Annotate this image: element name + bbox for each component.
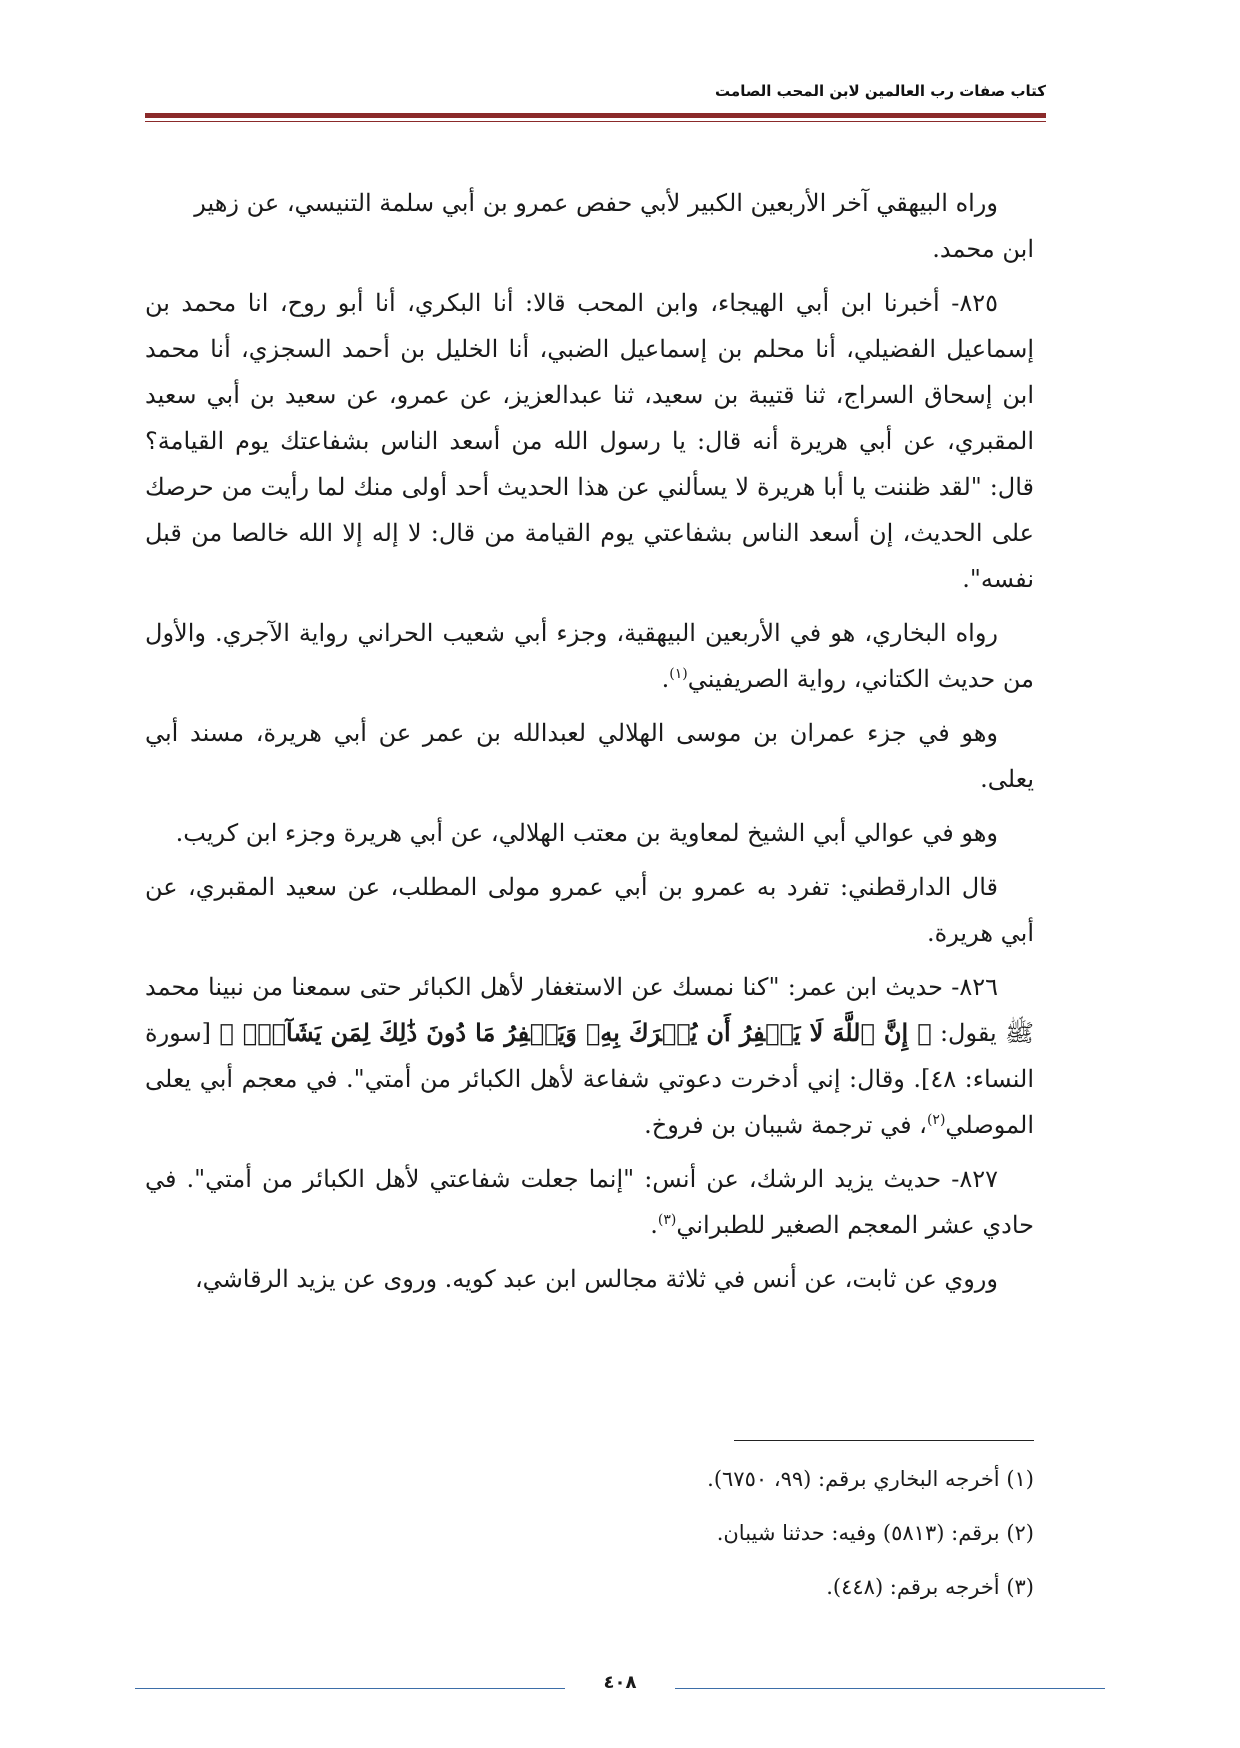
footnote-3: (٣) أخرجه برقم: (٤٤٨). — [826, 1575, 1034, 1599]
hadith-826-part-c: ، في ترجمة شيبان بن فروخ. — [644, 1111, 927, 1139]
page-number: ٤٠٨ — [603, 1672, 637, 1693]
footnote-ref-3[interactable]: (٣) — [657, 1212, 677, 1228]
running-header — [145, 78, 1046, 112]
header-divider-thick — [145, 113, 1046, 118]
paragraph-5: وهو في عوالي أبي الشيخ لمعاوية بن معتب الهلالي، عن أبي هريرة وجزء ابن كريب. — [175, 819, 998, 847]
footnotes — [145, 1452, 1034, 1614]
hadith-825: ٨٢٥- أخبرنا ابن أبي الهيجاء، وابن المحب قالا: أنا البكري، أنا أبو روح، انا محمد بن إسماعيل الفضيلي، أنا محلم بن إسماعيل الضبي، أنا الخليل بن أحمد السجزي، أنا محمد ابن إسحاق السراج، ثنا قتيبة بن سعيد، ثنا عبدالعزيز، عن عمرو، عن سعيد بن أبي سعيد المقبري، عن أبي هريرة أنه قال: يا رسول الله من أسعد الناس بشفاعتك يوم القيامة؟ قال: "لقد ظننت يا أبا هريرة لا يسألني عن هذا الحديث أحد أولى منك لما رأيت من حرصك على الحديث، إن أسعد الناس بشفاعتي يوم القيامة من قال: لا إله إلا الله خالصا من قبل نفسه". — [145, 289, 1035, 593]
footnote-ref-2[interactable]: (٢) — [926, 1112, 946, 1128]
paragraph-1-line-2: ابن محمد. — [932, 235, 1034, 263]
paragraph-1 — [145, 180, 1034, 272]
hadith-826-part-a: ٨٢٦- حديث ابن عمر: "كنا نمسك عن الاستغفار لأهل الكبائر حتى سمعنا من نبينا محمد ﷺ يقول: — [145, 973, 1034, 1047]
hadith-826-part-b: [سورة النساء: ٤٨]. وقال: إني أدخرت دعوتي شفاعة لأهل الكبائر من أمتي". في معجم أبي يعلى الموصلي — [145, 1019, 1034, 1139]
header-divider-thin — [145, 121, 1046, 122]
paragraph-3-end: . — [661, 665, 670, 693]
footnote-separator — [734, 1440, 1034, 1441]
hadith-827 — [145, 1156, 1034, 1248]
footnote-ref-1[interactable]: (١) — [669, 666, 688, 682]
book-title: كتاب صفات رب العالمين لابن المحب الصامت — [715, 82, 1046, 100]
main-text — [145, 180, 1034, 1310]
hadith-827-end: . — [650, 1211, 658, 1239]
paragraph-6: قال الدارقطني: تفرد به عمرو بن أبي عمرو مولى المطلب، عن سعيد المقبري، عن أبي هريرة. — [145, 873, 1034, 947]
footnote-2: (٢) برقم: (٥٨١٣) وفيه: حدثنا شيبان. — [716, 1521, 1034, 1545]
paragraph-9: وروي عن ثابت، عن أنس في ثلاثة مجالس ابن عبد كويه. وروى عن يزيد الرقاشي، — [194, 1265, 998, 1293]
paragraph-1-line-1: وراه البيهقي آخر الأربعين الكبير لأبي حفص عمرو بن أبي سلمة التنيسي، عن زهير — [194, 189, 998, 217]
hadith-827-text: ٨٢٧- حديث يزيد الرشك، عن أنس: "إنما جعلت شفاعتي لأهل الكبائر من أمتي". في حادي عشر المعجم الصغير للطبراني — [145, 1165, 1034, 1239]
hadith-826 — [145, 964, 1034, 1148]
footnote-1: (١) أخرجه البخاري برقم: (٩٩، ٦٧٥٠). — [707, 1467, 1034, 1491]
paragraph-3 — [145, 610, 1034, 702]
paragraph-4: وهو في جزء عمران بن موسى الهلالي لعبدالله بن عمر عن أبي هريرة، مسند أبي يعلى. — [145, 719, 1034, 793]
paragraph-3-text: رواه البخاري، هو في الأربعين البيهقية، وجزء أبي شعيب الحراني رواية الآجري. والأول من حديث الكتاني، رواية الصريفيني — [145, 619, 1034, 693]
quran-verse: ﴿ إِنَّ ٱللَّهَ لَا يَغۡفِرُ أَن يُشۡرَكَ بِهِۦ وَيَغۡفِرُ مَا دُونَ ذَٰلِكَ لِمَن يَشَآءُۚ ﴾ — [219, 1018, 932, 1047]
